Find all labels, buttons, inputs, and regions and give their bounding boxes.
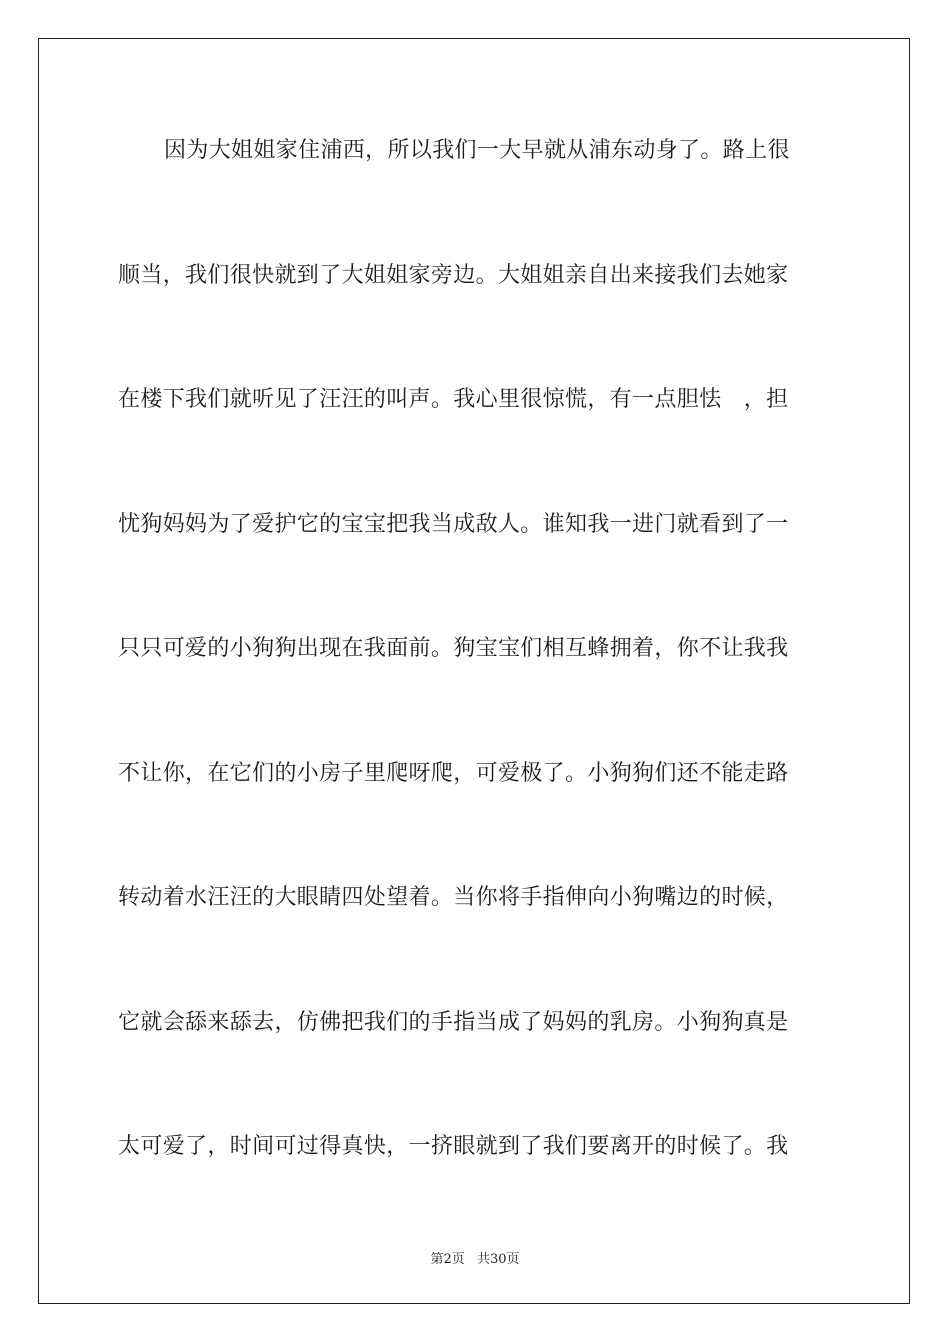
page-number: 第2页 <box>430 1252 465 1267</box>
text-line-9: 太可爱了，时间可过得真快，一挤眼就到了我们要离开的时候了。我 <box>118 1134 789 1159</box>
text-line-4: 忧狗妈妈为了爱护它的宝宝把我当成敌人。谁知我一进门就看到了一 <box>118 511 789 537</box>
text-line-1: 因为大姐姐家住浦西，所以我们一大早就从浦东动身了。路上很 <box>164 138 790 163</box>
text-line-3: 在楼下我们就听见了汪汪的叫声。我心里很惊慌，有一点胆怯 ，担 <box>118 387 789 412</box>
text-line-7: 转动着水汪汪的大眼睛四处望着。当你将手指伸向小狗嘴边的时候， <box>118 885 789 910</box>
text-line-5: 只只可爱的小狗狗出现在我面前。狗宝宝们相互蜂拥着，你不让我我 <box>118 636 789 661</box>
document-body <box>118 118 834 1239</box>
text-line-2: 顺当，我们很快就到了大姐姐家旁边。大姐姐亲自出来接我们去她家 <box>118 262 789 288</box>
text-line-6: 不让你，在它们的小房子里爬呀爬，可爱极了。小狗狗们还不能走路 <box>118 760 789 786</box>
text-line-8: 它就会舔来舔去，仿佛把我们的手指当成了妈妈的乳房。小狗狗真是 <box>118 1009 789 1035</box>
page-total: 共30页 <box>476 1252 520 1267</box>
page-footer <box>0 1248 950 1267</box>
